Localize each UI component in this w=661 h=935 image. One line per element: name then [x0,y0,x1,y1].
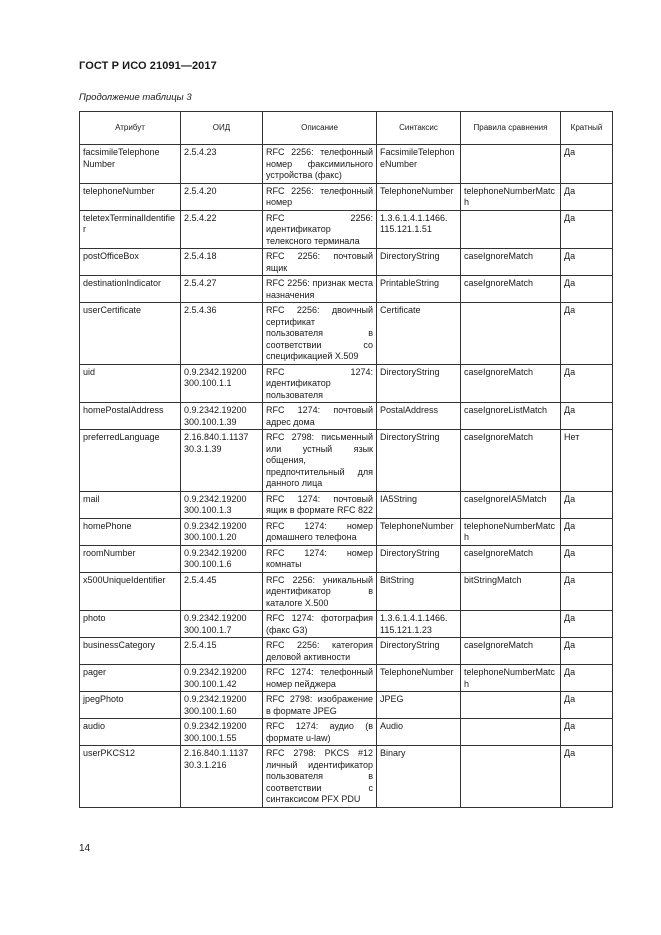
description-cell: RFC 2256: уникальный идентификатор в каталоге X.500 [263,572,377,611]
matching-rule-cell: caseIgnoreMatch [461,430,561,492]
matching-rule-cell [461,611,561,638]
multiple-cell: Да [561,364,613,403]
description-cell: RFC 1274: фотография (факс G3) [263,611,377,638]
oid-cell: 0.9.2342.19200 300.100.1.39 [181,403,263,430]
multiple-cell: Да [561,145,613,184]
multiple-cell: Да [561,276,613,303]
table-row [80,692,613,719]
syntax-cell: TelephoneNumber [377,665,461,692]
table-row [80,183,613,210]
oid-cell: 0.9.2342.19200 300.100.1.6 [181,545,263,572]
syntax-cell: PostalAddress [377,403,461,430]
oid-cell: 2.5.4.20 [181,183,263,210]
multiple-cell: Да [561,638,613,665]
attribute-cell: mail [80,491,181,518]
matching-rule-cell: telephoneNumberMatch [461,183,561,210]
oid-cell: 2.5.4.45 [181,572,263,611]
matching-rule-cell: telephoneNumberMatch [461,518,561,545]
syntax-cell: DirectoryString [377,249,461,276]
matching-rule-cell: bitStringMatch [461,572,561,611]
oid-cell: 0.9.2342.19200 300.100.1.42 [181,665,263,692]
syntax-cell: DirectoryString [377,545,461,572]
multiple-cell: Нет [561,430,613,492]
table-row [80,545,613,572]
matching-rule-cell: caseIgnoreListMatch [461,403,561,430]
attribute-cell: homePostalAddress [80,403,181,430]
matching-rule-cell: caseIgnoreIA5Match [461,491,561,518]
description-cell: RFC 2256: телефонный номер факсимильного устройства (факс) [263,145,377,184]
attribute-cell: audio [80,719,181,746]
syntax-cell: DirectoryString [377,638,461,665]
multiple-cell: Да [561,611,613,638]
attribute-cell: roomNumber [80,545,181,572]
matching-rule-cell: caseIgnoreMatch [461,249,561,276]
oid-cell: 2.5.4.27 [181,276,263,303]
page-number: 14 [79,843,91,854]
description-cell: RFC 2256: признак места назначения [263,276,377,303]
syntax-cell: DirectoryString [377,364,461,403]
table-row [80,518,613,545]
attribute-cell: businessCategory [80,638,181,665]
matching-rule-cell: caseIgnoreMatch [461,276,561,303]
table-row [80,430,613,492]
attribute-cell: facsimileTelephone Number [80,145,181,184]
attributes-table [79,111,613,808]
oid-cell: 0.9.2342.19200 300.100.1.20 [181,518,263,545]
oid-cell: 2.16.840.1.1137 30.3.1.216 [181,746,263,808]
table-row [80,665,613,692]
attribute-cell: destinationIndicator [80,276,181,303]
attribute-cell: userCertificate [80,303,181,365]
matching-rule-cell [461,746,561,808]
attribute-cell: jpegPhoto [80,692,181,719]
column-header-oid: ОИД [181,112,263,145]
syntax-cell: Binary [377,746,461,808]
attribute-cell: homePhone [80,518,181,545]
multiple-cell: Да [561,692,613,719]
attribute-cell: x500UniqueIdentifier [80,572,181,611]
description-cell: RFC 2256: почтовый ящик [263,249,377,276]
multiple-cell: Да [561,183,613,210]
attribute-cell: uid [80,364,181,403]
table-caption: Продолжение таблицы 3 [79,92,192,103]
syntax-cell: FacsimileTelephoneNumber [377,145,461,184]
table-row [80,303,613,365]
description-cell: RFC 2256: телефонный номер [263,183,377,210]
multiple-cell: Да [561,491,613,518]
multiple-cell: Да [561,572,613,611]
oid-cell: 0.9.2342.19200 300.100.1.55 [181,719,263,746]
description-cell: RFC 1274: почтовый ящик в формате RFC 822 [263,491,377,518]
matching-rule-cell: telephoneNumberMatch [461,665,561,692]
multiple-cell: Да [561,303,613,365]
table-row [80,276,613,303]
description-cell: RFC 2256: двоичный сертификат пользователя в соответствии со спецификацией X.509 [263,303,377,365]
table-row [80,746,613,808]
table-body [80,145,613,808]
table-row [80,638,613,665]
oid-cell: 2.16.840.1.1137 30.3.1.39 [181,430,263,492]
table-row [80,572,613,611]
syntax-cell: TelephoneNumber [377,183,461,210]
syntax-cell: IA5String [377,491,461,518]
multiple-cell: Да [561,719,613,746]
multiple-cell: Да [561,518,613,545]
syntax-cell: JPEG [377,692,461,719]
multiple-cell: Да [561,403,613,430]
column-header-matching-rules: Правила сравнения [461,112,561,145]
table-row [80,210,613,249]
multiple-cell: Да [561,545,613,572]
syntax-cell: Certificate [377,303,461,365]
attribute-cell: preferredLanguage [80,430,181,492]
attribute-cell: pager [80,665,181,692]
syntax-cell: Audio [377,719,461,746]
attribute-cell: postOfficeBox [80,249,181,276]
syntax-cell: 1.3.6.1.4.1.1466. 115.121.1.51 [377,210,461,249]
matching-rule-cell [461,303,561,365]
attribute-cell: userPKCS12 [80,746,181,808]
multiple-cell: Да [561,210,613,249]
oid-cell: 2.5.4.15 [181,638,263,665]
attribute-cell: photo [80,611,181,638]
matching-rule-cell: caseIgnoreMatch [461,638,561,665]
oid-cell: 2.5.4.36 [181,303,263,365]
table-row [80,364,613,403]
matching-rule-cell: caseIgnoreMatch [461,545,561,572]
syntax-cell: 1.3.6.1.4.1.1466. 115.121.1.23 [377,611,461,638]
oid-cell: 0.9.2342.19200 300.100.1.60 [181,692,263,719]
table-row [80,403,613,430]
column-header-multiple: Кратный [561,112,613,145]
syntax-cell: PrintableString [377,276,461,303]
description-cell: RFC 1274: номер домашнего телефона [263,518,377,545]
table-row [80,611,613,638]
description-cell: RFC 2798: изображение в формате JPEG [263,692,377,719]
matching-rule-cell [461,210,561,249]
description-cell: RFC 2256: идентификатор телексного терминала [263,210,377,249]
attribute-cell: telephoneNumber [80,183,181,210]
syntax-cell: TelephoneNumber [377,518,461,545]
description-cell: RFC 2256: категория деловой активности [263,638,377,665]
description-cell: RFC 1274: телефонный номер пейджера [263,665,377,692]
column-header-attribute: Атрибут [80,112,181,145]
matching-rule-cell: caseIgnoreMatch [461,364,561,403]
description-cell: RFC 1274: аудио (в формате u-law) [263,719,377,746]
multiple-cell: Да [561,746,613,808]
table-row [80,145,613,184]
column-header-syntax: Синтаксис [377,112,461,145]
matching-rule-cell [461,692,561,719]
syntax-cell: DirectoryString [377,430,461,492]
matching-rule-cell [461,719,561,746]
table-row [80,249,613,276]
multiple-cell: Да [561,665,613,692]
description-cell: RFC 2798: письменный или устный язык общения, предпочтительный для данного лица [263,430,377,492]
multiple-cell: Да [561,249,613,276]
matching-rule-cell [461,145,561,184]
description-cell: RFC 1274: почтовый адрес дома [263,403,377,430]
table-row [80,491,613,518]
attribute-cell: teletexTerminalIdentifier [80,210,181,249]
syntax-cell: BitString [377,572,461,611]
description-cell: RFC 1274: идентификатор пользователя [263,364,377,403]
oid-cell: 2.5.4.22 [181,210,263,249]
oid-cell: 0.9.2342.19200 300.100.1.7 [181,611,263,638]
table-header-row [80,112,613,145]
description-cell: RFC 1274: номер комнаты [263,545,377,572]
oid-cell: 0.9.2342.19200 300.100.1.1 [181,364,263,403]
table-row [80,719,613,746]
oid-cell: 2.5.4.18 [181,249,263,276]
column-header-description: Описание [263,112,377,145]
document-header: ГОСТ Р ИСО 21091—2017 [79,60,217,72]
description-cell: RFC 2798: PKCS #12 личный идентификатор пользователя в соответствии с синтаксисом PFX PDU [263,746,377,808]
oid-cell: 0.9.2342.19200 300.100.1.3 [181,491,263,518]
oid-cell: 2.5.4.23 [181,145,263,184]
